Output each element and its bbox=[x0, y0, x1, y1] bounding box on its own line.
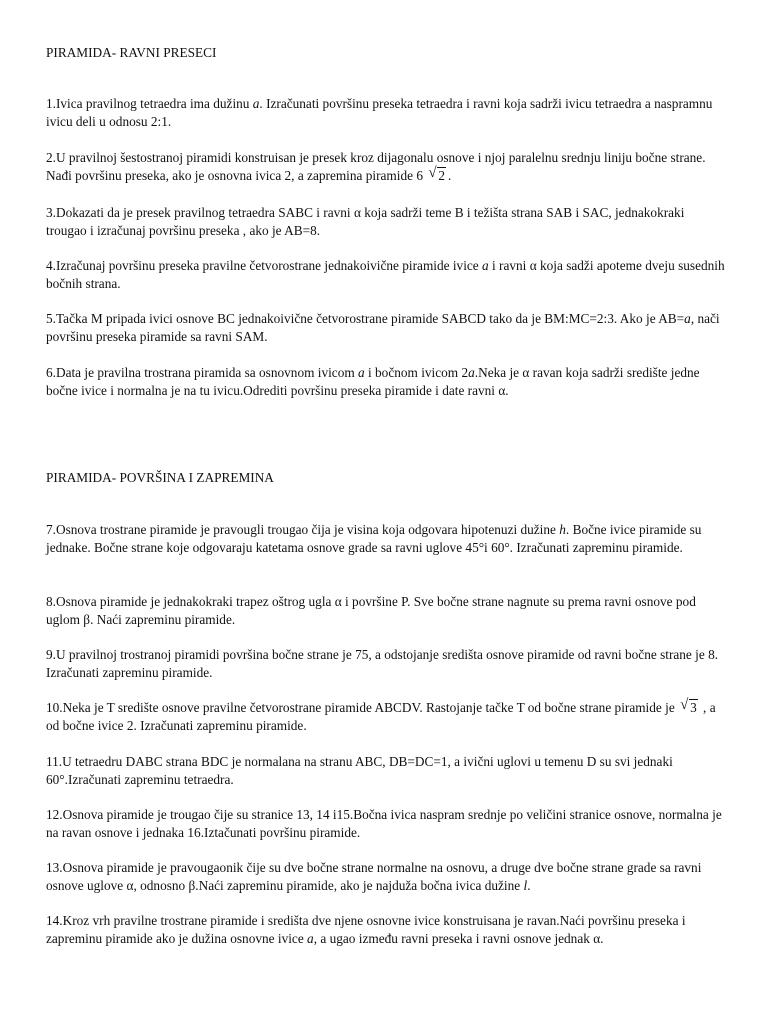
problem-12: 12.Osnova piramide je trougao čije su stranice 13, 14 i15.Bočna ivica naspram srednje po veličini stranice osnove, normalna je na ravan osnove i jednaka 16.Iztačunati površinu piramide. bbox=[46, 807, 722, 840]
problem-1: 1.Ivica pravilnog tetraedra ima dužinu a. Izračunati površinu preseka tetraedra i ravni koja sadrži ivicu tetraedra a naspramnu ivicu deli u odnosu 2:1. bbox=[46, 96, 713, 129]
problem-11: 11.U tetraedru DABC strana BDC je normalana na stranu ABC, DB=DC=1, a ivični uglovi u temenu D su svi jednaki 60°.Izračunati zapreminu tetraedra. bbox=[46, 754, 673, 787]
problem-7: 7.Osnova trostrane piramide je pravougli trougao čija je visina koja odgovara hipotenuzi dužine h. Bočne ivice piramide su jednake. Bočne strane koje odgovaraju katetama osnove grade sa ravni uglove 45°i 60°. Izračunati zapreminu piramide. bbox=[46, 522, 702, 555]
problem-13: 13.Osnova piramide je pravougaonik čije su dve bočne strane normalne na osnovu, a druge dve bočne strane grade sa ravni osnove uglove α, odnosno β.Naći zapreminu piramide, ako je najduža bočna ivica dužine l. bbox=[46, 860, 702, 893]
problem-5: 5.Tačka M pripada ivici osnove BC jednakoivične četvorostrane piramide SABCD tako da je BM:MC=2:3. Ako je AB=a, nači površinu preseka piramide sa ravni SAM. bbox=[46, 311, 720, 344]
problem-6: 6.Data je pravilna trostrana piramida sa osnovnom ivicom a i bočnom ivicom 2a.Neka je α ravan koja sadrži središte jedne bočne ivice i normalna je na tu ivicu.Odrediti površinu preseka piramide i date ravni α. bbox=[46, 365, 700, 398]
section-title-povrsina: PIRAMIDA- POVRŠINA I ZAPREMINA bbox=[46, 470, 274, 485]
problem-4: 4.Izračunaj površinu preseka pravilne četvorostrane jednakoivične piramide ivice a i ravni α koja sadži apoteme dveju susednih bočnih strana. bbox=[46, 258, 725, 291]
problem-2: 2.U pravilnoj šestostranoj piramidi konstruisan je presek kroz dijagonalu osnove i njoj paralelnu srednju liniju bočne strane. Nađi površinu preseka, ako je osnovna ivica 2, a zapremina piramide 6 √ 2 . bbox=[46, 149, 726, 184]
section-title-preseci: PIRAMIDA- RAVNI PRESECI bbox=[46, 45, 217, 60]
problem-10: 10.Neka je T središte osnove pravilne četvorostrane piramide ABCDV. Rastojanje tačke T od bočne strane piramide je √ 3 , a od bočne ivice 2. Izračunati zapreminu piramide. bbox=[46, 699, 726, 734]
problem-9: 9.U pravilnoj trostranoj piramidi površina bočne strane je 75, a odstojanje središta osnove piramide od ravni bočne strane je 8. Izračunati zapreminu piramide. bbox=[46, 647, 719, 680]
problem-8: 8.Osnova piramide je jednakokraki trapez oštrog ugla α i površine P. Sve bočne strane nagnute su prema ravni osnove pod uglom β. Naći zapreminu piramide. bbox=[46, 594, 696, 627]
sqrt-symbol: √ 2 bbox=[428, 167, 446, 185]
problem-3: 3.Dokazati da je presek pravilnog tetraedra SABC i ravni α koja sadrži teme B i težišta strana SAB i SAC, jednakokraki trougao i izračunaj površinu preseka , ako je AB=8. bbox=[46, 205, 685, 238]
problem-14: 14.Kroz vrh pravilne trostrane piramide i središta dve njene osnovne ivice konstruisana je ravan.Naći površinu preseka i zapreminu piramide ako je dužina osnovne ivice a, a ugao između ravni preseka i ravni osnove jednak α. bbox=[46, 913, 686, 946]
sqrt-symbol: √ 3 bbox=[680, 699, 698, 717]
